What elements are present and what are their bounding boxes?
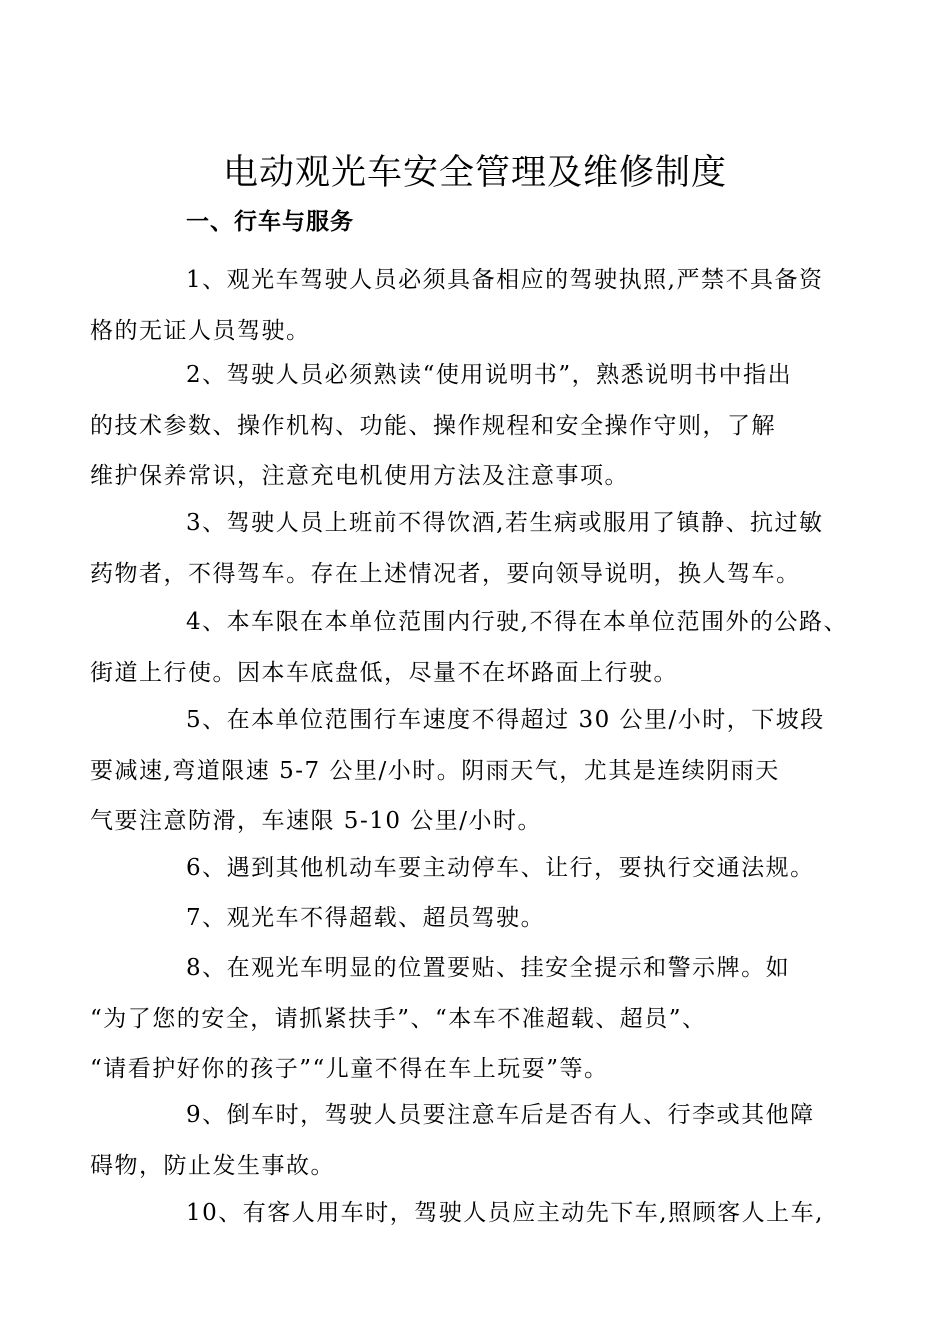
paragraph-line: 4、本车限在本单位范围内行驶,不得在本单位范围外的公路、 <box>186 609 848 635</box>
paragraph-8 <box>90 943 873 1095</box>
paragraph-line: 的技术参数、操作机构、功能、操作规程和安全操作守则，了解 <box>90 412 776 439</box>
paragraph-9 <box>90 1090 873 1191</box>
paragraph-7 <box>138 893 873 944</box>
paragraph-6 <box>138 843 873 894</box>
paragraph-line: 6、遇到其他机动车要主动停车、让行，要执行交通法规。 <box>186 855 815 881</box>
paragraph-line: 3、驾驶人员上班前不得饮酒,若生病或服用了镇静、抗过敏 <box>186 510 824 536</box>
paragraph-line: 格的无证人员驾驶。 <box>90 317 311 344</box>
document-title: 电动观光车安全管理及维修制度 <box>222 153 727 193</box>
paragraph-line: 5、在本单位范围行车速度不得超过 30 公里/小时，下坡段 <box>186 707 825 733</box>
section-heading: 一、行车与服务 <box>186 209 354 235</box>
paragraph-line: 要减速,弯道限速 5-7 公里/小时。阴雨天气，尤其是连续阴雨天 <box>90 757 780 784</box>
paragraph-2 <box>90 350 873 502</box>
paragraph-line: 10、有客人用车时，驾驶人员应主动先下车,照顾客人上车, <box>186 1200 824 1226</box>
paragraph-line: 气要注意防滑，车速限 5-10 公里/小时。 <box>90 808 543 834</box>
paragraph-line: 8、在观光车明显的位置要贴、挂安全提示和警示牌。如 <box>186 955 791 981</box>
paragraph-3 <box>90 498 873 599</box>
paragraph-line: 药物者，不得驾车。存在上述情况者，要向领导说明，换人驾车。 <box>90 560 801 587</box>
paragraph-1 <box>90 255 873 356</box>
paragraph-line: 9、倒车时，驾驶人员要注意车后是否有人、行李或其他障 <box>186 1102 815 1128</box>
paragraph-line: 街道上行使。因本车底盘低，尽量不在坏路面上行驶。 <box>90 659 678 686</box>
paragraph-line: 碍物，防止发生事故。 <box>90 1152 335 1179</box>
paragraph-line: 2、驾驶人员必须熟读“使用说明书”，熟悉说明书中指出 <box>186 362 793 388</box>
paragraph-5 <box>90 695 873 847</box>
paragraph-4 <box>90 597 873 698</box>
paragraph-10 <box>138 1188 873 1239</box>
paragraph-line: 7、观光车不得超载、超员驾驶。 <box>186 905 546 931</box>
paragraph-line: 1、观光车驾驶人员必须具备相应的驾驶执照,严禁不具备资 <box>186 267 824 293</box>
paragraph-line: “为了您的安全，请抓紧扶手”、“本车不准超载、超员”、 <box>90 1005 707 1032</box>
paragraph-line: 维护保养常识，注意充电机使用方法及注意事项。 <box>90 463 629 489</box>
paragraph-line: “请看护好你的孩子”“儿童不得在车上玩耍”等。 <box>90 1056 609 1082</box>
